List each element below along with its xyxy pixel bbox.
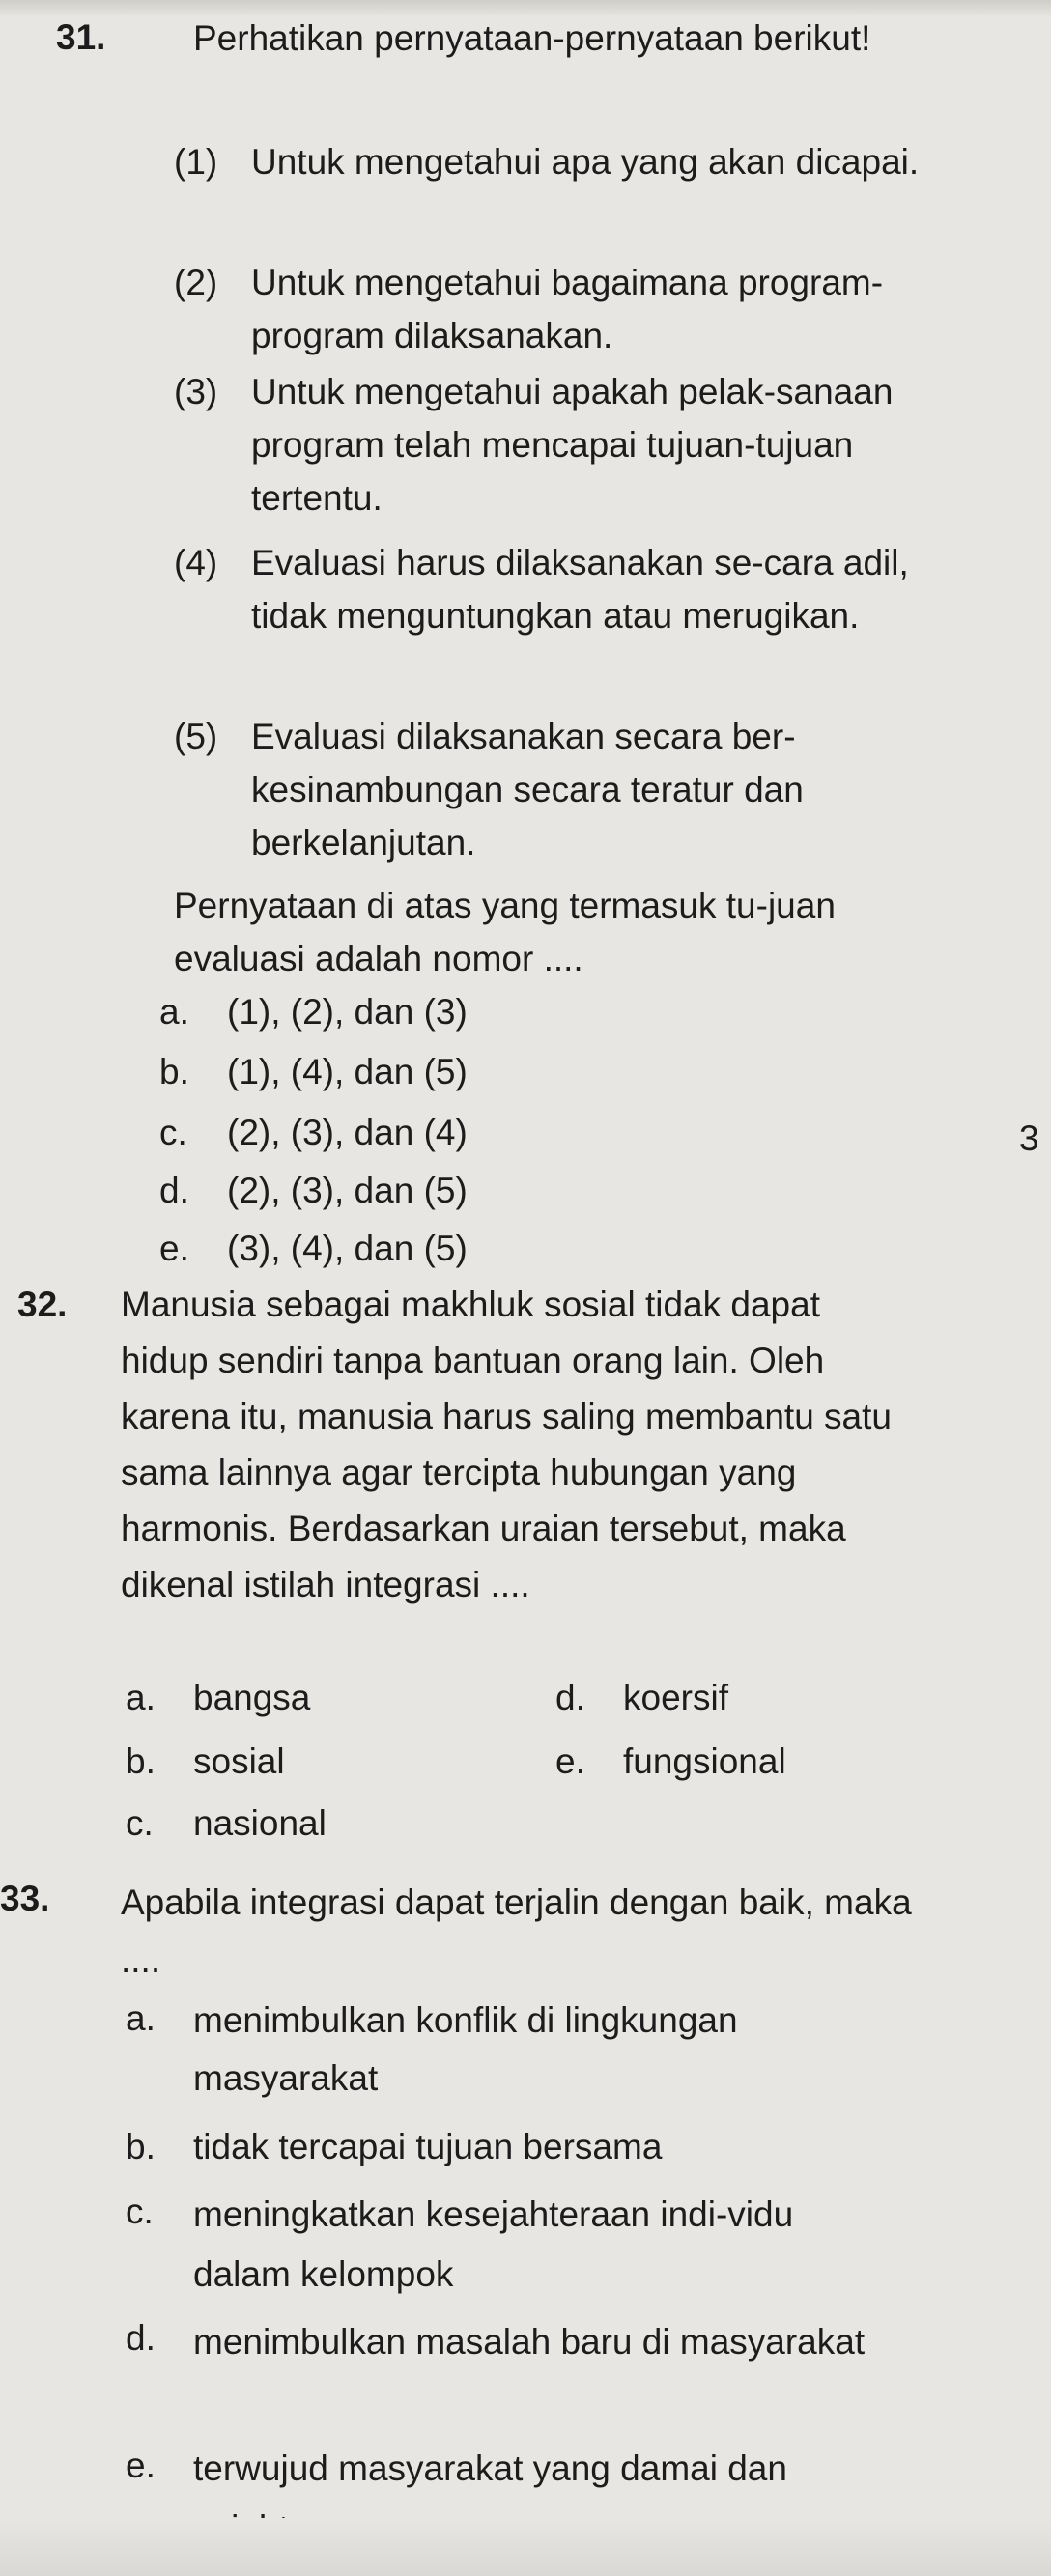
statement-text: Untuk mengetahui apa yang akan dicapai. — [251, 142, 920, 182]
statement-2 — [174, 256, 947, 367]
option-label: e. — [126, 2446, 156, 2485]
option-text: (3), (4), dan (5) — [227, 1229, 468, 1268]
question-prompt: Manusia sebagai makhluk sosial tidak dapat hidup sendiri tanpa bantuan orang lain. Oleh karena itu, manusia harus saling membantu satu sama lainnya agar tercipta hubungan yang harmonis. Berdasarkan uraian tersebut, maka dikenal istilah integrasi .... — [121, 1285, 892, 1604]
option-label: c. — [159, 1113, 187, 1152]
option-text: (2), (3), dan (5) — [227, 1171, 468, 1210]
question-number: 32. — [17, 1285, 68, 1324]
option-label: a. — [126, 1998, 156, 2038]
page-shadow-bottom — [0, 2518, 1051, 2576]
option-text: meningkatkan kesejahteraan indi-vidu dalam kelompok — [193, 2194, 794, 2294]
statement-text: Untuk mengetahui apakah pelak-sanaan program telah mencapai tujuan-tujuan tertentu. — [251, 372, 894, 518]
statement-text: Untuk mengetahui bagaimana program-program dilaksanakan. — [251, 263, 884, 355]
option-label: a. — [159, 992, 189, 1032]
option-label: b. — [159, 1052, 189, 1091]
option-text: koersif — [623, 1678, 728, 1717]
option-label: b. — [126, 1741, 156, 1781]
statement-4 — [174, 536, 947, 700]
statement-1 — [174, 135, 947, 246]
option-label: b. — [126, 2127, 156, 2166]
question-prompt: Pernyataan di atas yang termasuk tu-juan evaluasi adalah nomor .... — [174, 886, 836, 978]
option-label: a. — [126, 1678, 156, 1717]
option-text: menimbulkan konflik di lingkungan masyarakat — [193, 2000, 738, 2098]
option-label: e. — [159, 1229, 189, 1268]
question-number: 31. — [56, 17, 106, 57]
option-label: d. — [159, 1171, 189, 1210]
option-text: fungsional — [623, 1741, 786, 1781]
option-label: e. — [555, 1741, 585, 1781]
option-text: tidak tercapai tujuan bersama — [193, 2127, 663, 2166]
statement-3 — [174, 365, 947, 529]
option-label: c. — [126, 1803, 154, 1843]
option-text: (1), (2), dan (3) — [227, 992, 468, 1032]
statement-label: (5) — [174, 717, 218, 756]
option-text: bangsa — [193, 1678, 311, 1717]
question-number: 33. — [0, 1879, 50, 1918]
option-text: (1), (4), dan (5) — [227, 1052, 468, 1091]
statement-label: (3) — [174, 372, 218, 411]
statement-text: Evaluasi harus dilaksanakan se-cara adil, tidak menguntungkan atau merugikan. — [251, 543, 909, 636]
statement-label: (2) — [174, 263, 218, 302]
option-label: d. — [126, 2318, 156, 2358]
statement-text: Evaluasi dilaksanakan secara ber-kesinambungan secara teratur dan berkelanjutan. — [251, 717, 804, 863]
option-text: sosial — [193, 1741, 285, 1781]
statement-label: (4) — [174, 543, 218, 582]
statement-label: (1) — [174, 142, 218, 182]
option-text: (2), (3), dan (4) — [227, 1113, 468, 1152]
question-intro: Perhatikan pernyataan-pernyataan berikut! — [193, 18, 871, 58]
margin-note: 3 — [1019, 1118, 1039, 1158]
option-text: terwujud masyarakat yang damai dan — [193, 2449, 787, 2488]
option-text: menimbulkan masalah baru di masyarakat — [193, 2322, 866, 2362]
option-text: nasional — [193, 1803, 327, 1843]
option-label: d. — [555, 1678, 585, 1717]
statement-5 — [174, 710, 947, 874]
option-label: c. — [126, 2192, 154, 2231]
question-prompt: Apabila integrasi dapat terjalin dengan baik, maka .... — [121, 1882, 912, 1980]
